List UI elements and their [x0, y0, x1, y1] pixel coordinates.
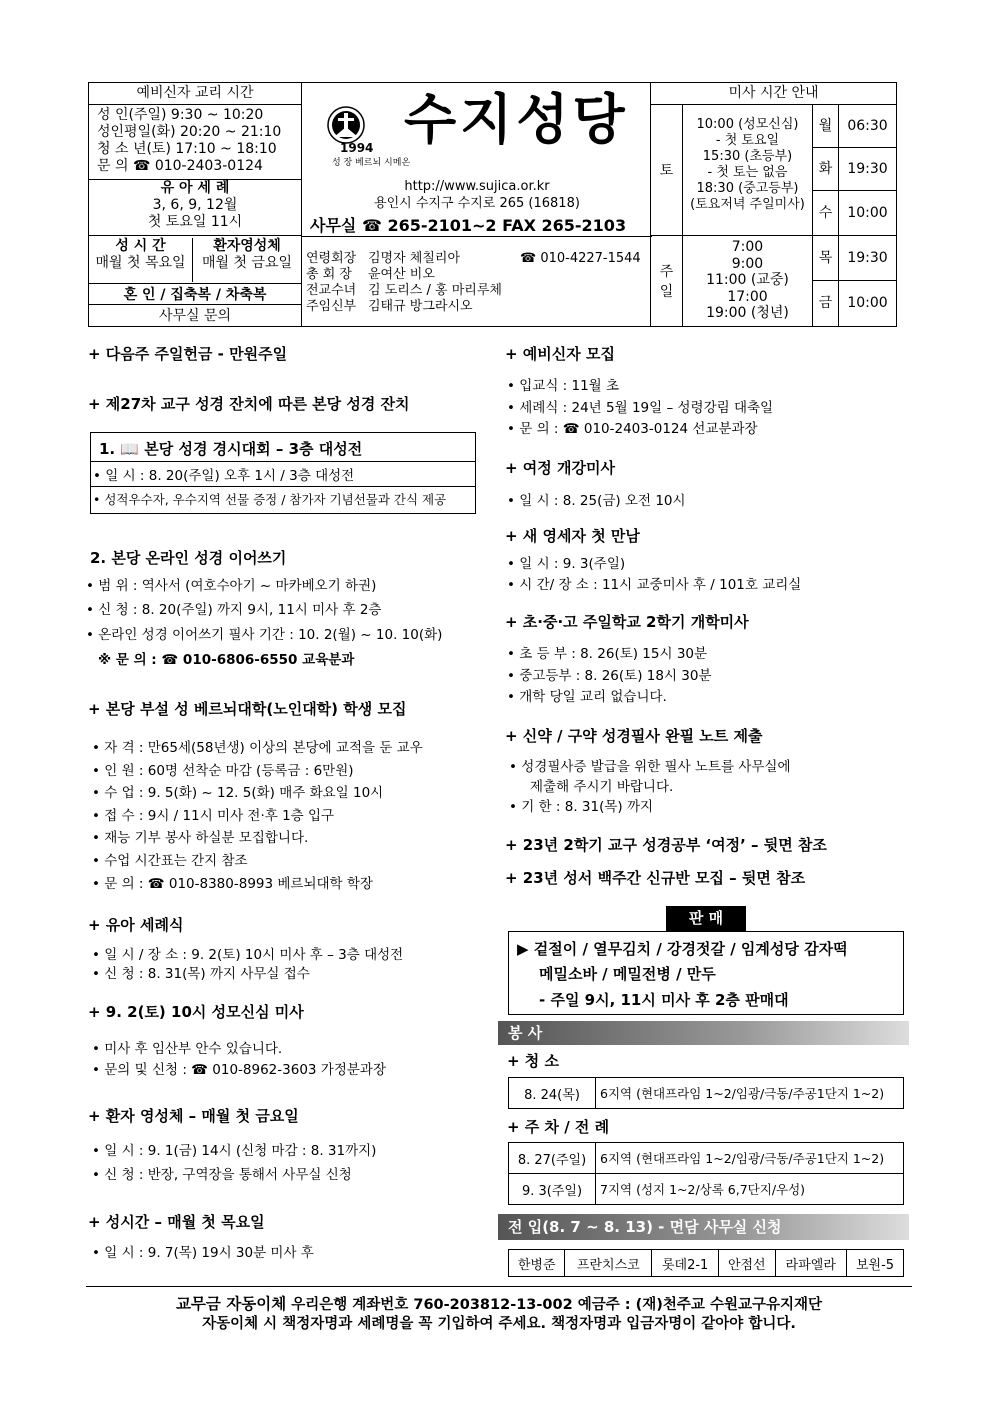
footer-account: 우리은행 계좌번호 760-203812-13-002 예금주 : (재)천주교 수원교구유지재단	[286, 1297, 823, 1313]
transfer-bar: 전 입(8. 7 ~ 8. 13) - 면담 사무실 신청	[498, 1214, 909, 1240]
online-bible-line: • 신 청 : 8. 20(주일) 까지 9시, 11시 미사 후 2층	[86, 602, 382, 618]
sale-line: - 주일 9시, 11시 미사 후 2층 판매대	[539, 991, 789, 1009]
staff-name: 김 도리스 / 홍 마리루체	[368, 283, 502, 298]
weekday-time: 10:00	[847, 295, 888, 311]
holy-hour-sick-box	[89, 235, 301, 283]
catechism-line: 청 소 년(토) 17:10 ~ 18:10	[97, 141, 277, 157]
holy-hour-title: 성 시 간	[115, 238, 166, 254]
footer-line-2: 자동이체 시 책정자명과 세례명을 꼭 기입하여 주세요. 책정자명과 입금자명이 같아야 합니다.	[202, 1316, 796, 1332]
bible-quiz-title: 1. 📖 본당 성경 경시대회 – 3층 대성전	[99, 440, 363, 458]
new-baptized-title: + 새 영세자 첫 만남	[505, 527, 640, 545]
new-baptized-line: • 시 간/ 장 소 : 11시 교중미사 후 / 101호 교리실	[507, 577, 802, 593]
catechism-line: 성인평일(화) 20:20 ~ 21:10	[97, 124, 282, 140]
offering-notice: + 다음주 주일헌금 - 만원주일	[88, 345, 288, 363]
weekday-time: 19:30	[839, 236, 896, 281]
footer-divider	[86, 1286, 912, 1287]
sick-communion-value: 매월 첫 금요일	[201, 255, 293, 271]
catechumen-line: • 입교식 : 11월 초	[507, 378, 620, 394]
infant-baptism-ceremony-title: + 유아 세례식	[88, 916, 184, 934]
parking-liturgy-title: + 주 차 / 전 례	[507, 1118, 610, 1136]
transfer-district: 보원-5	[847, 1250, 904, 1277]
wedding-title: 혼 인 / 집축복 / 차축복	[89, 287, 301, 305]
infant-baptism-title: 유 아 세 례	[160, 180, 230, 196]
church-name: 수지성당	[404, 88, 629, 151]
bible-hundred-weeks-notice: + 23년 성서 백주간 신규반 모집 – 뒷면 참조	[505, 869, 806, 887]
weekday-time: 06:30	[839, 105, 896, 148]
staff-phone: ☎ 010-4227-1544	[520, 251, 641, 266]
bible-note-line: 제출해 주시기 바랍니다.	[530, 779, 674, 795]
online-bible-contact: ※ 문 의 : ☎ 010-6806-6550 교육분과	[98, 652, 355, 668]
bible-quiz-box	[90, 432, 476, 514]
wedding-box	[89, 283, 301, 326]
senior-university-line: • 접 수 : 9시 / 11시 미사 전·후 1층 입구	[92, 808, 335, 824]
catechumen-line: • 문 의 : ☎ 010-2403-0124 선교분과장	[507, 421, 758, 437]
infant-baptism-line: • 일 시 / 장 소 : 9. 2(토) 10시 미사 후 – 3층 대성전	[92, 947, 404, 963]
cleaning-desc: 6지역 (현대프라임 1~2/임광/극동/주공1단지 1~2)	[596, 1078, 904, 1109]
staff-role: 총 회 장	[306, 267, 352, 282]
church-address: 용인시 수지구 수지로 265 (16818)	[374, 196, 580, 211]
cleaning-date: 8. 24(목)	[509, 1078, 596, 1109]
staff-role: 연령회장	[306, 251, 357, 266]
staff-role: 주임신부	[306, 299, 357, 314]
catechism-line: 성 인(주일) 9:30 ~ 10:20	[97, 107, 264, 123]
senior-university-line: • 문 의 : ☎ 010-8380-8993 베르뇌대학 학장	[92, 876, 373, 892]
weekday-day: 목	[813, 236, 839, 281]
mass-line: 18:30 (중고등부)	[696, 181, 799, 196]
infant-baptism-line: • 신 청 : 8. 31(목) 까지 사무실 접수	[92, 966, 310, 982]
staff-list	[302, 236, 652, 327]
infant-baptism-line: 3, 6, 9, 12월	[152, 197, 238, 213]
sunday-school-line: • 개학 당일 교리 없습니다.	[507, 689, 667, 705]
senior-university-line: • 재능 기부 봉사 하실분 모집합니다.	[92, 830, 309, 846]
sale-line: 메밀소바 / 메밀전병 / 만두	[539, 965, 716, 983]
catechumen-line: • 세례식 : 24년 5월 19일 – 성령강림 대축일	[507, 400, 774, 416]
parking-desc: 6지역 (현대프라임 1~2/임광/극동/주공1단지 1~2)	[596, 1143, 904, 1174]
journey-mass-title: + 여정 개강미사	[505, 459, 615, 477]
marian-mass-line: • 문의 및 신청 : ☎ 010-8962-3603 가정분과장	[92, 1062, 386, 1078]
mass-line: 11:00 (교중)	[706, 272, 789, 288]
marian-mass-line: • 미사 후 임산부 안수 있습니다.	[92, 1041, 283, 1057]
weekday-time: 19:30	[839, 148, 896, 191]
staff-name: 윤여산 비오	[368, 267, 435, 282]
transfer-name: 한병준	[509, 1250, 565, 1277]
mass-line: - 첫 토요일	[715, 133, 780, 148]
mass-line: 10:00 (성모신심)	[696, 117, 799, 132]
sick-communion-line: • 일 시 : 9. 1(금) 14시 (신청 마감 : 8. 31까지)	[92, 1143, 377, 1159]
mass-line: 15:30 (초등부)	[702, 149, 793, 164]
journey-mass-line: • 일 시 : 8. 25(금) 오전 10시	[507, 493, 686, 509]
weekday-time: 10:00	[839, 191, 896, 236]
saturday-mass	[683, 105, 813, 236]
online-bible-line: • 온라인 성경 이어쓰기 필사 기간 : 10. 2(월) ~ 10. 10(화)	[86, 627, 443, 643]
weekday-day: 수	[813, 191, 839, 236]
catechism-line: 문 의 ☎ 010-2403-0124	[97, 158, 263, 174]
weekday-mass	[813, 105, 896, 326]
bible-study-notice: + 23년 2학기 교구 성경공부 ‘여정’ – 뒷면 참조	[505, 836, 827, 854]
weekday-day: 월	[813, 105, 839, 148]
mass-line: 9:00	[731, 255, 764, 272]
holy-hour-section-title: + 성시간 – 매월 첫 목요일	[88, 1213, 265, 1231]
staff-role: 전교수녀	[306, 283, 357, 298]
office-contact: 사무실 ☎ 265-2101~2 FAX 265-2103	[310, 216, 627, 235]
sunday-school-title: + 초·중·고 주일학교 2학기 개학미사	[505, 613, 749, 631]
mass-line: 17:00	[727, 288, 768, 305]
table-row	[509, 1174, 904, 1205]
transfer-name: 안점선	[719, 1250, 775, 1277]
church-info	[301, 83, 651, 326]
cleaning-table	[508, 1077, 904, 1109]
table-row	[509, 1078, 904, 1109]
parking-desc: 7지역 (성지 1~2/상록 6,7단지/우성)	[596, 1174, 904, 1205]
new-baptized-line: • 일 시 : 9. 3(주일)	[507, 556, 626, 572]
sale-box	[508, 931, 904, 1015]
sunday-mass	[683, 236, 813, 326]
parking-table	[508, 1142, 904, 1205]
sunday-school-line: • 초 등 부 : 8. 26(토) 15시 30분	[507, 646, 708, 662]
parking-date: 9. 3(주일)	[509, 1174, 596, 1205]
logo-caption: 성 장 베르뇌 시메온	[332, 158, 411, 168]
infant-baptism-box	[89, 179, 301, 231]
catechism-schedule	[97, 107, 301, 175]
sick-communion-section-title: + 환자 영성체 – 매월 첫 금요일	[88, 1107, 299, 1125]
wedding-value: 사무실 문의	[158, 308, 232, 324]
sick-communion-title: 환자영성체	[213, 238, 281, 254]
weekday-day: 금	[813, 281, 839, 326]
senior-university-title: + 본당 부설 성 베르뇌대학(노인대학) 학생 모집	[88, 700, 407, 718]
weekday-day: 화	[813, 148, 839, 191]
sunday-school-line: • 중고등부 : 8. 26(토) 18시 30분	[507, 668, 712, 684]
senior-university-line: • 인 원 : 60명 선착순 마감 (등록금 : 6만원)	[92, 763, 354, 779]
sick-communion-line: • 신 청 : 반장, 구역장을 통해서 사무실 신청	[92, 1167, 352, 1183]
cleaning-title: + 청 소	[507, 1052, 559, 1070]
saturday-label: 토	[651, 105, 683, 236]
transfer-district: 롯데2-1	[652, 1250, 719, 1277]
infant-baptism-line: 첫 토요일 11시	[147, 214, 243, 230]
bible-quiz-line: • 일 시 : 8. 20(주일) 오후 1시 / 3층 대성전	[93, 468, 355, 484]
transfer-baptismal-name: 프란치스코	[565, 1250, 652, 1277]
table-row	[509, 1143, 904, 1174]
sale-line: ▶ 겉절이 / 열무김치 / 강경젓갈 / 임계성당 감자떡	[517, 940, 848, 958]
online-bible-title: 2. 본당 온라인 성경 이어쓰기	[90, 549, 287, 567]
marian-mass-title: + 9. 2(토) 10시 성모신심 미사	[88, 1003, 304, 1021]
staff-name: 김태규 방그라시오	[368, 299, 473, 314]
service-bar: 봉 사	[498, 1021, 909, 1045]
senior-university-line: • 수 업 : 9. 5(화) ~ 12. 5(화) 매주 화요일 10시	[92, 785, 384, 801]
mass-title: 미사 시간 안내	[651, 83, 896, 105]
footer-line-1	[86, 1292, 912, 1314]
bible-quiz-line: • 성적우수자, 우수지역 선물 증정 / 참가자 기념선물과 간식 제공	[93, 492, 447, 507]
mass-line: (토요저녁 주일미사)	[690, 197, 805, 212]
parking-date: 8. 27(주일)	[509, 1143, 596, 1174]
table-row	[509, 1250, 904, 1277]
bible-note-title: + 신약 / 구약 성경필사 완필 노트 제출	[505, 727, 763, 745]
bible-feast-title: + 제27차 교구 성경 잔치에 따른 본당 성경 잔치	[88, 395, 410, 413]
mass-line: 19:00 (청년)	[706, 305, 789, 321]
mass-line: - 첫 토는 없음	[707, 165, 788, 180]
bible-note-line: • 기 한 : 8. 31(목) 까지	[509, 799, 654, 815]
bulletin-header	[88, 82, 897, 327]
staff-name: 김명자 체칠리아	[368, 251, 461, 266]
mass-line: 7:00	[731, 239, 764, 255]
catechumen-title: + 예비신자 모집	[505, 345, 615, 363]
holy-hour-value: 매월 첫 목요일	[95, 255, 186, 271]
transfer-table	[508, 1249, 904, 1277]
transfer-baptismal-name: 라파엘라	[775, 1250, 847, 1277]
holy-hour-line: • 일 시 : 9. 7(목) 19시 30분 미사 후	[92, 1245, 314, 1261]
catechism-title: 예비신자 교리 시간	[89, 83, 301, 105]
online-bible-line: • 범 위 : 역사서 (여호수아기 ~ 마카베오기 하권)	[86, 578, 377, 594]
sunday-label: 주 일	[651, 236, 683, 326]
church-website[interactable]: http://www.sujica.or.kr	[404, 179, 550, 194]
logo-year: 1994	[340, 141, 374, 155]
bible-note-line: • 성경필사증 발급을 위한 필사 노트를 사무실에	[509, 759, 791, 775]
senior-university-line: • 수업 시간표는 간지 참조	[92, 853, 248, 869]
senior-university-line: • 자 격 : 만65세(58년생) 이상의 본당에 교적을 둔 교우	[92, 740, 423, 756]
sale-title: 판 매	[666, 906, 746, 931]
footer-autopay-label: 교무금 자동이체	[175, 1295, 287, 1313]
